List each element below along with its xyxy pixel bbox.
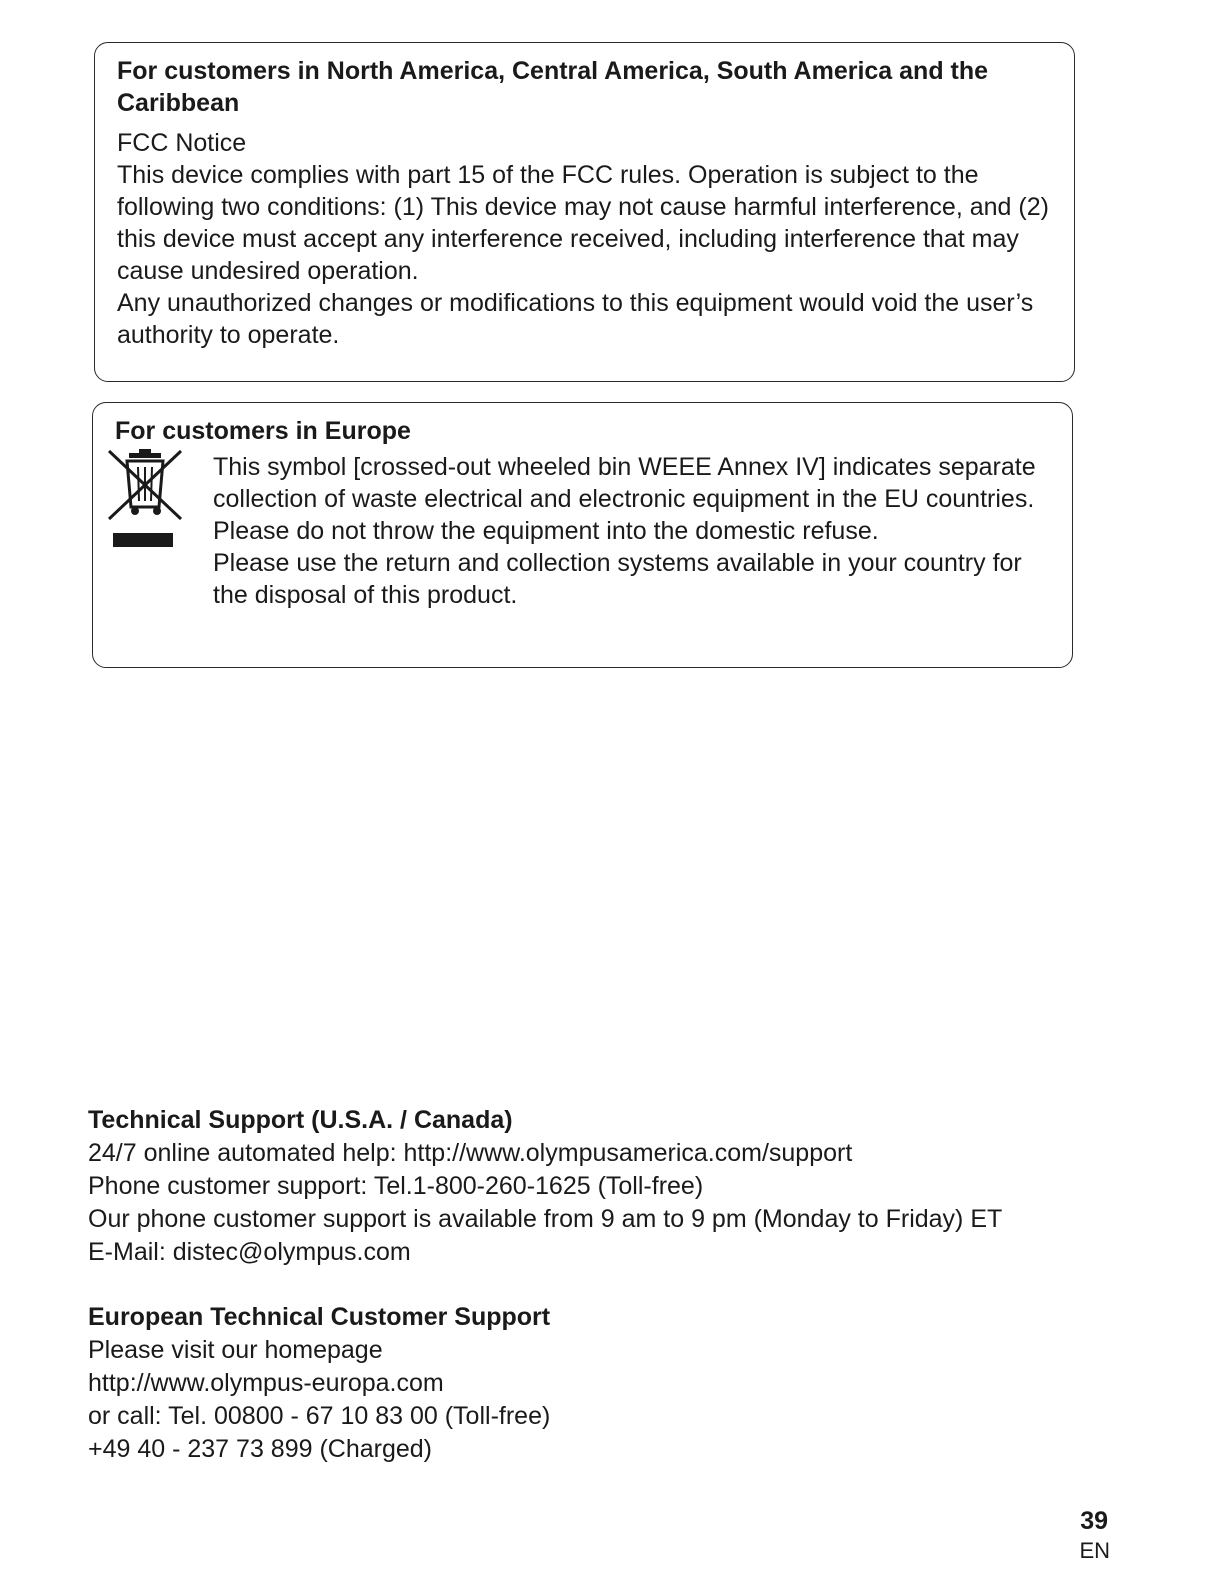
- fcc-modifications-text: Any unauthorized changes or modifications to this equipment would void the user’s authority to operate.: [117, 289, 1034, 349]
- europe-text: [213, 451, 1052, 611]
- support-us-line: Our phone customer support is available from 9 am to 9 pm (Monday to Friday) ET: [88, 1205, 1003, 1233]
- technical-support-eu-title: European Technical Customer Support: [88, 1303, 551, 1331]
- support-eu-line: http://www.olympus-europa.com: [88, 1369, 444, 1397]
- europe-notice-box: [92, 402, 1073, 668]
- page-language: EN: [1079, 1538, 1110, 1563]
- fcc-conditions-text: This device complies with part 15 of the FCC rules. Operation is subject to the following two conditions: (1) This device may not cause harmful interference, and (2) this device must accept any interference received, including interference that may cause undesired operation.: [117, 161, 1049, 285]
- support-us-line: Phone customer support: Tel.1-800-260-1625 (Toll-free): [88, 1172, 704, 1200]
- support-us-line: E-Mail: distec@olympus.com: [88, 1238, 411, 1266]
- support-us-line: 24/7 online automated help: http://www.olympusamerica.com/support: [88, 1139, 853, 1167]
- north-america-title: For customers in North America, Central America, South America and the Caribbean: [117, 57, 989, 117]
- weee-symbol-text: This symbol [crossed-out wheeled bin WEEE Annex IV] indicates separate collection of waste electrical and electronic equipment in the EU countries.: [213, 453, 1036, 513]
- europe-body: [115, 451, 1052, 611]
- north-america-notice-box: [94, 42, 1075, 382]
- technical-support-eu-section: [88, 1301, 1148, 1466]
- fcc-notice-heading: FCC Notice: [117, 129, 247, 157]
- technical-support-us-section: [88, 1104, 1148, 1269]
- support-eu-line: Please visit our homepage: [88, 1336, 383, 1364]
- technical-support-us-title: Technical Support (U.S.A. / Canada): [88, 1106, 513, 1134]
- support-eu-line: +49 40 - 237 73 899 (Charged): [88, 1435, 432, 1463]
- page-number: 39: [1080, 1507, 1108, 1535]
- collection-systems-text: Please use the return and collection systems available in your country for the disposal of this product.: [213, 549, 1022, 609]
- domestic-refuse-text: Please do not throw the equipment into the domestic refuse.: [213, 517, 879, 545]
- crossed-out-wheeled-bin-icon: [105, 447, 185, 557]
- europe-title: For customers in Europe: [115, 417, 411, 445]
- support-eu-line: or call: Tel. 00800 - 67 10 83 00 (Toll-free): [88, 1402, 551, 1430]
